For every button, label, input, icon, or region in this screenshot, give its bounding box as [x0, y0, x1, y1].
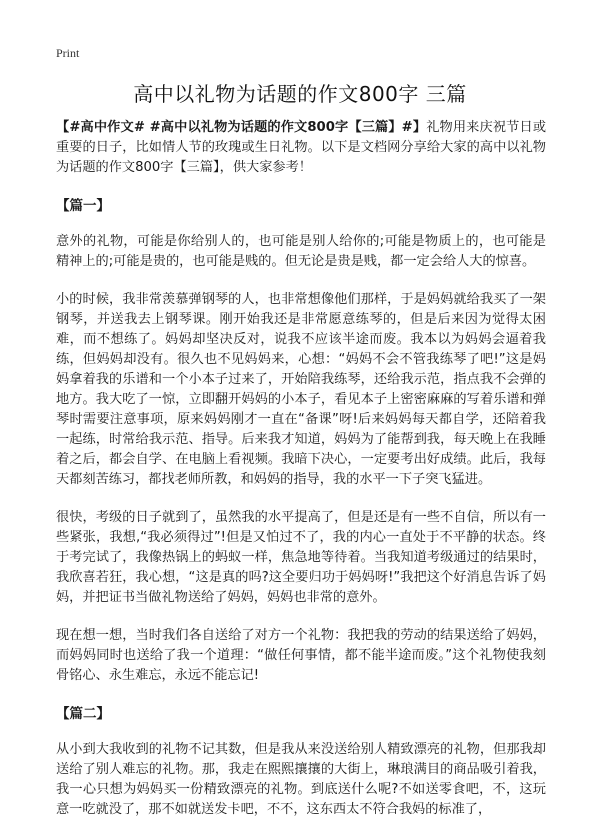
intro-paragraph [56, 118, 546, 178]
intro-tag: 【#高中作文# #高中以礼物为话题的作文800字【三篇】#】 [56, 120, 427, 135]
section-heading-1: 【篇一】 [56, 198, 110, 214]
article-paragraph: 现在想一想，当时我们各自送给了对方一个礼物：我把我的劳动的结果送给了妈妈，而妈妈同时也送给了我一个道理：“做任何事情，都不能半途而废。”这个礼物使我刻骨铭心、永生难忘，永远不能忘记! [56, 628, 546, 683]
intro-text: 礼物用来庆祝节日或重要的日子，比如情人节的玫瑰或生日礼物。以下是文档网分享给大家的高中以礼物为话题的作文800字【三篇】，供大家参考！ [56, 120, 547, 175]
print-link[interactable]: Print [56, 46, 80, 60]
article-paragraph: 意外的礼物，可能是你给别人的，也可能是别人给你的;可能是物质上的，也可能是精神上的;可能是贵的，也可能是贱的。但无论是贵是贱，都一定会给人大的惊喜。 [56, 234, 546, 269]
article-paragraph: 小的时候，我非常羡慕弹钢琴的人，也非常想像他们那样，于是妈妈就给我买了一架钢琴，并送我去上钢琴课。刚开始我还是非常愿意练琴的，但是后来因为觉得太困难，而不想练了。妈妈却坚决反对，说我不应该半途而废。我本以为妈妈会逼着我练，但妈妈却没有。很久也不见妈妈来，心想：“妈妈不会不管我练琴了吧!”这是妈妈拿着我的乐谱和一个小本子过来了，开始陪我练琴，还给我示范，指点我不会弹的地方。我大吃了一惊，立即翻开妈妈的小本子，看见本子上密密麻麻的写着乐谱和弹琴时需要注意事项，原来妈妈刚才一直在“备课”呀!后来妈妈每天都自学，还陪着我一起练，时常给我示范、指导。后来我才知道，妈妈为了能帮到我，每天晚上在我睡着之后，都会自学、在电脑上看视频。我暗下决心，一定要考出好成绩。此后，我每天都刻苦练习，都找老师所教，和妈妈的指导，我的水平一下子突飞猛进。 [56, 292, 546, 487]
article-paragraph: 从小到大我收到的礼物不记其数，但是我从来没送给别人精致漂亮的礼物，但那我却送给了别人难忘的礼物。那，我走在熙熙攘攘的大街上，琳琅满目的商品吸引着我，我一心只想为妈妈买一份精致漂亮的礼物。到底送什么呢?不如送零食吧，不，这玩意一吃就没了，那不如就送发卡吧，不不，这东西太不符合我妈的标准了， [56, 742, 546, 817]
article-paragraph: 很快，考级的日子就到了，虽然我的水平提高了，但是还是有一些不自信，所以有一些紧张，我想,“我必须得过”!但是又怕过不了，我的内心一直处于不平静的状态。终于考完试了，我像热锅上的蚂蚁一样，焦急地等待着。当我知道考级通过的结果时，我欣喜若狂，我心想，“这是真的吗?这全要归功于妈妈呀!”我把这个好消息告诉了妈妈，并把证书当做礼物送给了妈妈，妈妈也非常的意外。 [56, 510, 546, 605]
page-title: 高中以礼物为话题的作文800字 三篇 [133, 82, 467, 106]
article-body [56, 118, 546, 838]
section-heading-2: 【篇二】 [56, 706, 110, 722]
